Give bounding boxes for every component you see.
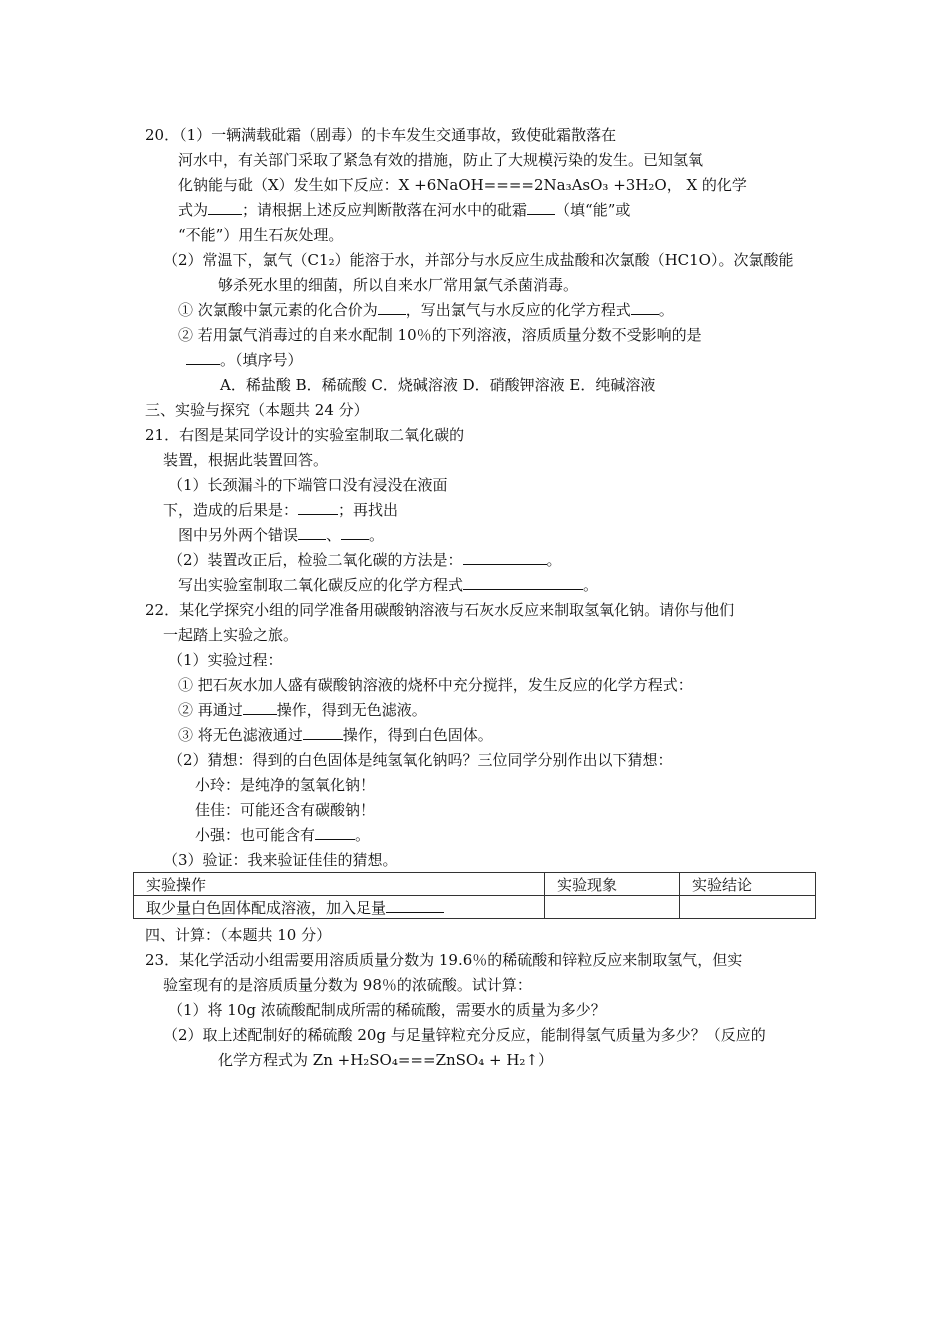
answer-blank[interactable] <box>303 725 343 740</box>
q21-line-4-text-a: 下，造成的后果是： <box>163 501 299 519</box>
q20-line-8-text-a: ① 次氯酸中氯元素的化合价为 <box>178 301 378 319</box>
q21-line-6-text-b: 。 <box>546 551 562 569</box>
q21-line-7-text-b: 。 <box>583 576 599 594</box>
q22-line-3: （1）实验过程： <box>168 651 283 669</box>
table-header-cell: 实验操作 <box>134 873 545 896</box>
answer-blank[interactable] <box>631 300 659 315</box>
q22-line-8: 小玲：是纯净的氢氧化钠！ <box>195 776 376 794</box>
q22-line-6-text-b: 操作，得到白色固体。 <box>342 726 493 744</box>
q23-line-5: 化学方程式为 Zn +H₂SO₄===ZnSO₄ + H₂↑） <box>218 1051 554 1069</box>
q21-line-4 <box>163 500 398 520</box>
q21-line-5-text-a: 图中另外两个错误 <box>178 526 299 544</box>
table-header-cell: 实验现象 <box>545 873 680 896</box>
q23-line-1: 23．某化学活动小组需要用溶质质量分数为 19.6％的稀硫酸和锌粒反应来制取氢气，但实 <box>145 951 743 969</box>
q22-line-7: （2）猜想：得到的白色固体是纯氢氧化钠吗？三位同学分别作出以下猜想： <box>168 751 673 769</box>
q20-line-8 <box>178 300 674 320</box>
table-row <box>134 896 816 919</box>
q22-line-6-text-a: ③ 将无色滤液通过 <box>178 726 303 744</box>
q20-line-3: 化钠能与砒（X）发生如下反应：X +6NaOH====2Na₃AsO₃ +3H₂O， X 的化学 <box>178 176 747 194</box>
answer-blank[interactable] <box>341 525 369 540</box>
table-cell-text: 取少量白色固体配成溶液，加入足量 <box>146 898 387 917</box>
table-cell-phenomenon[interactable] <box>545 896 680 919</box>
q22-line-6 <box>178 725 493 745</box>
answer-blank[interactable] <box>208 200 242 215</box>
q20-line-4-text-b: ；请根据上述反应判断散落在河水中的砒霜 <box>242 201 528 219</box>
experiment-table <box>133 872 816 919</box>
q20-line-4-text-a: 式为 <box>178 201 209 219</box>
q22-line-5-text-b: 操作，得到无色滤液。 <box>276 701 427 719</box>
table-cell-conclusion[interactable] <box>680 896 816 919</box>
q21-line-5 <box>178 525 384 545</box>
q22-line-5 <box>178 700 427 720</box>
answer-blank[interactable] <box>463 575 583 590</box>
q20-line-10 <box>186 350 303 370</box>
q21-line-2: 装置，根据此装置回答。 <box>163 451 329 469</box>
q22-line-5-text-a: ② 再通过 <box>178 701 243 719</box>
q23-line-4: （2）取上述配制好的稀硫酸 20g 与足量锌粒充分反应，能制得氢气质量为多少？（反应的 <box>163 1026 766 1044</box>
q20-line-10-text: 。（填序号） <box>220 351 303 369</box>
q20-line-8-text-b: ，写出氯气与水反应的化学方程式 <box>405 301 631 319</box>
q23-line-3: （1）将 10g 浓硫酸配制成所需的稀硫酸，需要水的质量为多少？ <box>168 1001 606 1019</box>
q20-options: A．稀盐酸 B．稀硫酸 C．烧碱溶液 D．硝酸钾溶液 E．纯碱溶液 <box>220 376 656 394</box>
answer-blank[interactable] <box>378 300 406 315</box>
q20-line-6: （2）常温下，氯气（C1₂）能溶于水，并部分与水反应生成盐酸和次氯酸（HC1O）。次氯酸能 <box>163 251 794 269</box>
q20-line-4 <box>178 200 630 220</box>
section-4-heading: 四、计算：（本题共 10 分） <box>145 926 332 944</box>
answer-blank[interactable] <box>243 700 277 715</box>
q20-line-4-text-c: （填“能”或 <box>555 201 631 219</box>
answer-blank[interactable] <box>315 825 355 840</box>
q21-line-4-text-b: ；再找出 <box>338 501 399 519</box>
q21-line-6-text-a: （2）装置改正后，检验二氧化碳的方法是： <box>168 551 463 569</box>
q22-line-9: 佳佳：可能还含有碳酸钠！ <box>195 801 376 819</box>
table-cell-operation <box>134 896 545 919</box>
q21-line-3: （1）长颈漏斗的下端管口没有浸没在液面 <box>168 476 448 494</box>
answer-blank[interactable] <box>186 350 220 365</box>
q22-line-4: ① 把石灰水加人盛有碳酸钠溶液的烧杯中充分搅拌，发生反应的化学方程式： <box>178 676 693 694</box>
q20-line-5: “不能”）用生石灰处理。 <box>178 226 344 244</box>
section-3-heading: 三、实验与探究（本题共 24 分） <box>145 401 369 419</box>
q22-line-11: （3）验证：我来验证佳佳的猜想。 <box>163 851 398 869</box>
answer-blank[interactable] <box>527 200 555 215</box>
table-header-row <box>134 873 816 896</box>
q22-line-10-text-b: 。 <box>355 826 371 844</box>
q20-line-2: 河水中，有关部门采取了紧急有效的措施，防止了大规模污染的发生。已知氢氧 <box>178 151 704 169</box>
q22-line-10 <box>195 825 370 845</box>
q22-line-1: 22．某化学探究小组的同学准备用碳酸钠溶液与石灰水反应来制取氢氧化钠。请你与他们 <box>145 601 735 619</box>
q21-line-1: 21．右图是某同学设计的实验室制取二氧化碳的 <box>145 426 465 444</box>
answer-blank[interactable] <box>463 550 547 565</box>
answer-blank[interactable] <box>298 525 326 540</box>
q20-line-8-text-c: 。 <box>658 301 674 319</box>
answer-blank[interactable] <box>298 500 338 515</box>
q22-line-2: 一起踏上实验之旅。 <box>163 626 299 644</box>
q21-line-7-text-a: 写出实验室制取二氧化碳反应的化学方程式 <box>178 576 464 594</box>
q23-line-2: 验室现有的是溶质质量分数为 98％的浓硫酸。试计算： <box>163 976 532 994</box>
q22-line-10-text-a: 小强：也可能含有 <box>195 826 316 844</box>
answer-blank[interactable] <box>386 898 444 913</box>
q20-line-1: 20．（1）一辆满载砒霜（剧毒）的卡车发生交通事故，致使砒霜散落在 <box>145 126 617 144</box>
q21-line-6 <box>168 550 562 570</box>
q21-line-5-text-b: 、 <box>326 526 342 544</box>
q21-line-5-text-c: 。 <box>369 526 385 544</box>
q20-line-9: ② 若用氯气消毒过的自来水配制 10％的下列溶液，溶质质量分数不受影响的是 <box>178 326 702 344</box>
q21-line-7 <box>178 575 598 595</box>
table-header-cell: 实验结论 <box>680 873 816 896</box>
q20-line-7: 够杀死水里的细菌，所以自来水厂常用氯气杀菌消毒。 <box>218 276 579 294</box>
